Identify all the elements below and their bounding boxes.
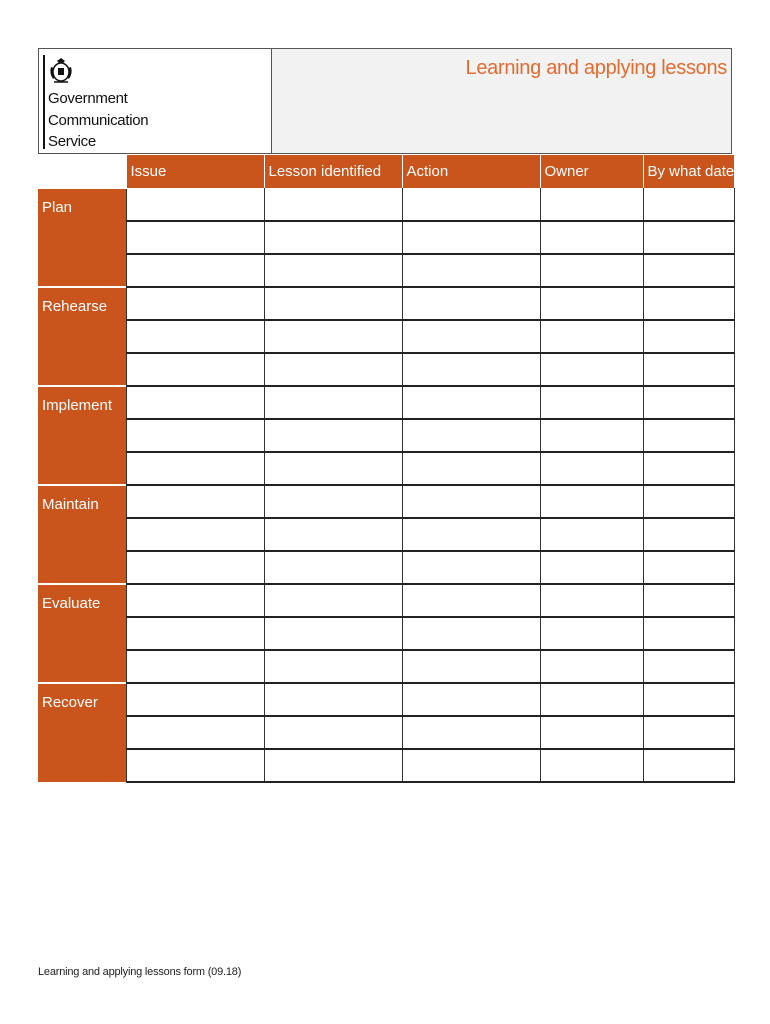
- input-cell-lesson-identified[interactable]: [264, 551, 402, 584]
- input-cell-lesson-identified[interactable]: [264, 386, 402, 419]
- footer-text: Learning and applying lessons form (09.18): [38, 966, 242, 978]
- input-cell-by-what-date[interactable]: [643, 188, 734, 221]
- input-cell-by-what-date[interactable]: [643, 254, 734, 287]
- input-cell-action[interactable]: [402, 716, 540, 749]
- input-cell-lesson-identified[interactable]: [264, 221, 402, 254]
- input-cell-lesson-identified[interactable]: [264, 518, 402, 551]
- input-cell-action[interactable]: [402, 287, 540, 320]
- input-cell-action[interactable]: [402, 518, 540, 551]
- table-row: [38, 287, 734, 320]
- input-cell-by-what-date[interactable]: [643, 617, 734, 650]
- input-cell-issue[interactable]: [126, 683, 264, 716]
- input-cell-lesson-identified[interactable]: [264, 716, 402, 749]
- input-cell-owner[interactable]: [540, 452, 643, 485]
- input-cell-lesson-identified[interactable]: [264, 320, 402, 353]
- input-cell-owner[interactable]: [540, 749, 643, 782]
- input-cell-lesson-identified[interactable]: [264, 419, 402, 452]
- org-name-line-2: Communication: [48, 112, 149, 129]
- input-cell-action[interactable]: [402, 452, 540, 485]
- input-cell-action[interactable]: [402, 650, 540, 683]
- input-cell-by-what-date[interactable]: [643, 518, 734, 551]
- column-header-by-what-date: By what date: [643, 155, 734, 188]
- input-cell-lesson-identified[interactable]: [264, 188, 402, 221]
- input-cell-lesson-identified[interactable]: [264, 617, 402, 650]
- org-name-line-3: Service: [48, 133, 96, 150]
- input-cell-issue[interactable]: [126, 353, 264, 386]
- input-cell-by-what-date[interactable]: [643, 386, 734, 419]
- input-cell-action[interactable]: [402, 419, 540, 452]
- input-cell-issue[interactable]: [126, 716, 264, 749]
- input-cell-by-what-date[interactable]: [643, 353, 734, 386]
- input-cell-issue[interactable]: [126, 551, 264, 584]
- logo-rule: [43, 55, 45, 149]
- input-cell-owner[interactable]: [540, 254, 643, 287]
- input-cell-lesson-identified[interactable]: [264, 287, 402, 320]
- input-cell-issue[interactable]: [126, 584, 264, 617]
- input-cell-lesson-identified[interactable]: [264, 584, 402, 617]
- input-cell-issue[interactable]: [126, 320, 264, 353]
- input-cell-by-what-date[interactable]: [643, 419, 734, 452]
- phase-label-plan: Plan: [38, 188, 126, 287]
- input-cell-owner[interactable]: [540, 584, 643, 617]
- phase-label-maintain: Maintain: [38, 485, 126, 584]
- input-cell-action[interactable]: [402, 551, 540, 584]
- input-cell-by-what-date[interactable]: [643, 287, 734, 320]
- phase-label-rehearse: Rehearse: [38, 287, 126, 386]
- input-cell-owner[interactable]: [540, 683, 643, 716]
- input-cell-issue[interactable]: [126, 617, 264, 650]
- input-cell-issue[interactable]: [126, 749, 264, 782]
- table-row: [38, 221, 734, 254]
- royal-crest-icon: [48, 57, 74, 85]
- input-cell-by-what-date[interactable]: [643, 683, 734, 716]
- gcs-logo: [39, 49, 272, 153]
- input-cell-owner[interactable]: [540, 617, 643, 650]
- org-name-line-1: Government: [48, 90, 128, 107]
- input-cell-lesson-identified[interactable]: [264, 254, 402, 287]
- input-cell-issue[interactable]: [126, 254, 264, 287]
- input-cell-owner[interactable]: [540, 485, 643, 518]
- table-row: [38, 584, 734, 617]
- table-row: [38, 716, 734, 749]
- column-header-issue: Issue: [126, 155, 264, 188]
- input-cell-by-what-date[interactable]: [643, 485, 734, 518]
- input-cell-issue[interactable]: [126, 386, 264, 419]
- input-cell-issue[interactable]: [126, 518, 264, 551]
- input-cell-by-what-date[interactable]: [643, 221, 734, 254]
- header-row: [38, 155, 734, 188]
- input-cell-lesson-identified[interactable]: [264, 650, 402, 683]
- column-header-action: Action: [402, 155, 540, 188]
- input-cell-action[interactable]: [402, 221, 540, 254]
- table-row: [38, 320, 734, 353]
- table-row: [38, 353, 734, 386]
- form-title: Learning and applying lessons: [465, 57, 727, 79]
- input-cell-owner[interactable]: [540, 518, 643, 551]
- input-cell-issue[interactable]: [126, 419, 264, 452]
- table-row: [38, 254, 734, 287]
- input-cell-lesson-identified[interactable]: [264, 452, 402, 485]
- header-corner: [38, 155, 126, 188]
- table-row: [38, 452, 734, 485]
- table-row: [38, 485, 734, 518]
- table-row: [38, 188, 734, 221]
- phase-label-evaluate: Evaluate: [38, 584, 126, 683]
- input-cell-lesson-identified[interactable]: [264, 749, 402, 782]
- input-cell-by-what-date[interactable]: [643, 650, 734, 683]
- column-header-lesson-identified: Lesson identified: [264, 155, 402, 188]
- input-cell-owner[interactable]: [540, 221, 643, 254]
- input-cell-owner[interactable]: [540, 419, 643, 452]
- input-cell-owner[interactable]: [540, 287, 643, 320]
- input-cell-issue[interactable]: [126, 452, 264, 485]
- input-cell-action[interactable]: [402, 386, 540, 419]
- input-cell-issue[interactable]: [126, 221, 264, 254]
- input-cell-issue[interactable]: [126, 650, 264, 683]
- table-row: [38, 617, 734, 650]
- table-row: [38, 386, 734, 419]
- input-cell-action[interactable]: [402, 683, 540, 716]
- input-cell-action[interactable]: [402, 749, 540, 782]
- input-cell-owner[interactable]: [540, 188, 643, 221]
- phase-label-recover: Recover: [38, 683, 126, 782]
- column-header-owner: Owner: [540, 155, 643, 188]
- title-area: [272, 49, 731, 153]
- input-cell-by-what-date[interactable]: [643, 551, 734, 584]
- input-cell-lesson-identified[interactable]: [264, 683, 402, 716]
- input-cell-owner[interactable]: [540, 386, 643, 419]
- input-cell-lesson-identified[interactable]: [264, 353, 402, 386]
- input-cell-issue[interactable]: [126, 188, 264, 221]
- input-cell-by-what-date[interactable]: [643, 716, 734, 749]
- input-cell-owner[interactable]: [540, 353, 643, 386]
- table-row: [38, 518, 734, 551]
- input-cell-by-what-date[interactable]: [643, 584, 734, 617]
- lessons-table: [38, 155, 735, 783]
- input-cell-by-what-date[interactable]: [643, 452, 734, 485]
- input-cell-action[interactable]: [402, 320, 540, 353]
- form-header: [38, 48, 732, 154]
- table-row: [38, 749, 734, 782]
- input-cell-issue[interactable]: [126, 287, 264, 320]
- input-cell-action[interactable]: [402, 617, 540, 650]
- input-cell-by-what-date[interactable]: [643, 749, 734, 782]
- input-cell-owner[interactable]: [540, 320, 643, 353]
- input-cell-owner[interactable]: [540, 551, 643, 584]
- input-cell-action[interactable]: [402, 188, 540, 221]
- input-cell-action[interactable]: [402, 584, 540, 617]
- input-cell-owner[interactable]: [540, 650, 643, 683]
- input-cell-action[interactable]: [402, 485, 540, 518]
- phase-label-implement: Implement: [38, 386, 126, 485]
- input-cell-by-what-date[interactable]: [643, 320, 734, 353]
- input-cell-action[interactable]: [402, 254, 540, 287]
- table-row: [38, 683, 734, 716]
- input-cell-owner[interactable]: [540, 716, 643, 749]
- table-row: [38, 650, 734, 683]
- table-row: [38, 419, 734, 452]
- input-cell-lesson-identified[interactable]: [264, 485, 402, 518]
- input-cell-issue[interactable]: [126, 485, 264, 518]
- table-row: [38, 551, 734, 584]
- input-cell-action[interactable]: [402, 353, 540, 386]
